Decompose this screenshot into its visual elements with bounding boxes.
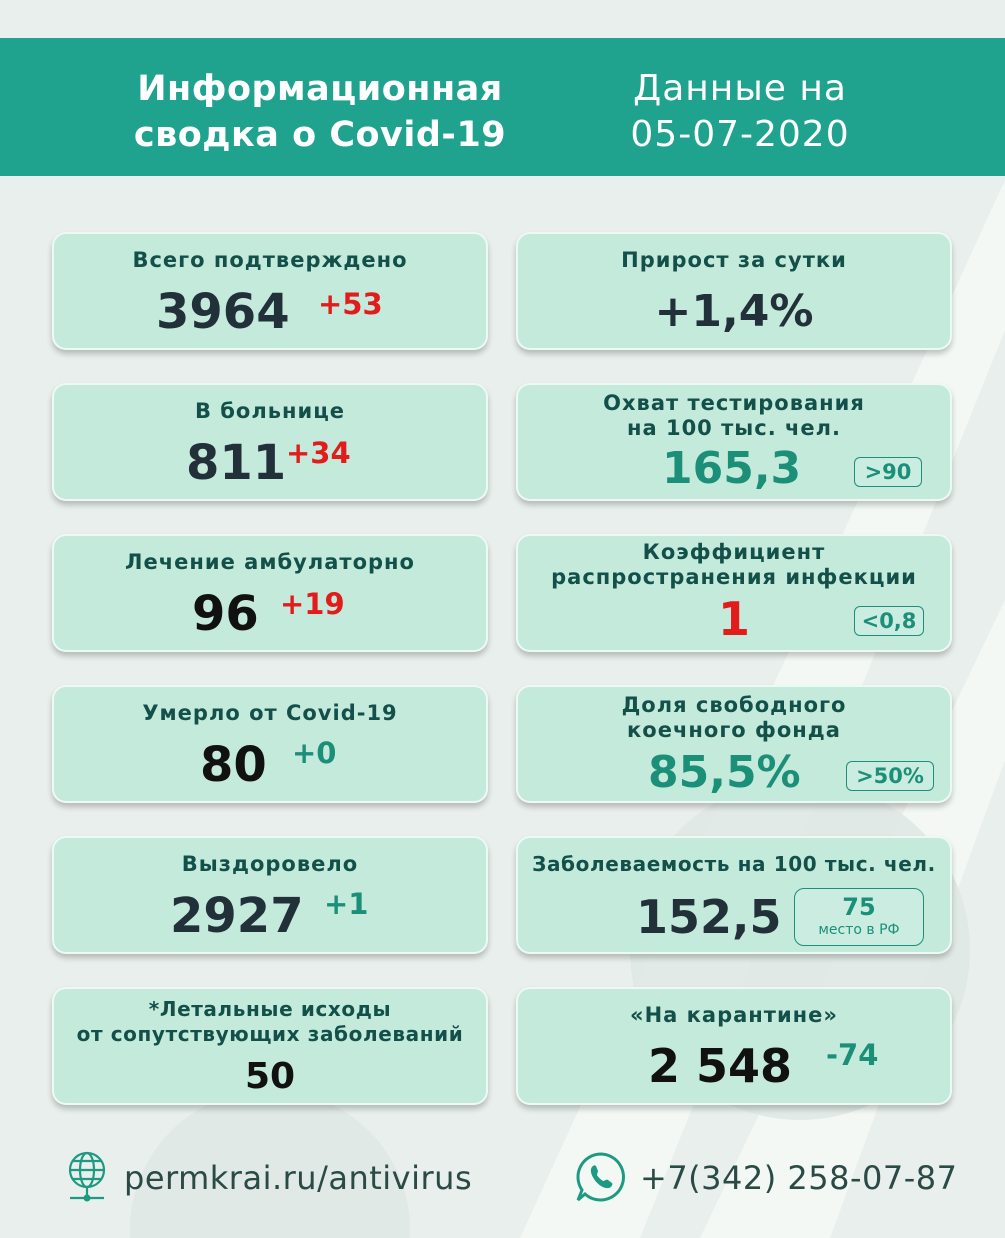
card-label: Выздоровело <box>181 852 359 876</box>
card-incidence <box>516 836 952 954</box>
card-label: Умерло от Covid-19 <box>142 701 398 725</box>
card-label: В больнице <box>194 399 346 423</box>
benchmark-badge: >90 <box>854 457 922 487</box>
date-caption: Данные на <box>633 68 847 109</box>
rank-value: 75 <box>842 893 876 921</box>
card-delta: +53 <box>318 287 383 321</box>
card-label-line-1: Доля свободного <box>621 693 847 717</box>
whatsapp-phone-icon <box>574 1150 628 1208</box>
card-value: 2927 <box>170 888 304 944</box>
card-label-line-2: от сопутствующих заболеваний <box>76 1022 464 1046</box>
card-value: 80 <box>200 737 267 793</box>
card-comorbid-deaths <box>52 987 488 1105</box>
card-label: «На карантине» <box>630 1003 838 1027</box>
card-value: 1 <box>717 592 750 646</box>
card-label-line-2: на 100 тыс. чел. <box>626 416 842 440</box>
card-label: Всего подтверждено <box>132 248 408 272</box>
card-delta: +1 <box>324 887 369 921</box>
card-outpatient <box>52 534 488 652</box>
title-line-1: Информационная <box>137 69 503 109</box>
card-value: 96 <box>192 586 259 642</box>
card-value: 3964 <box>156 284 290 340</box>
website-link[interactable]: permkrai.ru/antivirus <box>124 1159 473 1197</box>
page-title <box>110 66 530 158</box>
card-delta: +34 <box>286 436 351 470</box>
card-value: 152,5 <box>636 890 782 944</box>
card-delta: +19 <box>280 587 345 621</box>
card-hospital <box>52 383 488 501</box>
report-date <box>600 66 880 158</box>
card-growth <box>516 232 952 350</box>
card-quarantine <box>516 987 952 1105</box>
title-line-2: сводка о Covid-19 <box>133 115 507 155</box>
card-label: Лечение амбулаторно <box>125 550 415 574</box>
card-value: 2 548 <box>648 1039 793 1093</box>
card-value: 85,5% <box>648 747 801 798</box>
card-free-beds <box>516 685 952 803</box>
card-testing <box>516 383 952 501</box>
card-value: 811 <box>186 435 287 491</box>
card-value: +1,4% <box>654 286 814 337</box>
card-label: Заболеваемость на 100 тыс. чел. <box>532 852 936 876</box>
benchmark-badge: >50% <box>846 761 934 791</box>
header-banner <box>0 38 1005 176</box>
card-delta: -74 <box>826 1038 879 1072</box>
card-value: 50 <box>244 1056 296 1097</box>
globe-icon <box>66 1150 108 1208</box>
card-r-coefficient <box>516 534 952 652</box>
benchmark-badge: <0,8 <box>854 606 924 636</box>
card-delta: +0 <box>292 736 337 770</box>
card-deaths <box>52 685 488 803</box>
card-confirmed <box>52 232 488 350</box>
card-value: 165,3 <box>662 443 802 494</box>
card-label-line-1: Коэффициент <box>642 540 826 564</box>
card-label-line-2: распространения инфекции <box>551 565 917 589</box>
card-recovered <box>52 836 488 954</box>
card-label-line-2: коечного фонда <box>627 718 841 742</box>
date-value: 05-07-2020 <box>630 114 850 155</box>
rank-caption: место в РФ <box>818 922 900 938</box>
card-label-line-1: *Летальные исходы <box>148 997 392 1021</box>
rank-badge <box>794 888 924 946</box>
phone-number[interactable]: +7(342) 258-07-87 <box>640 1159 958 1197</box>
card-label-line-1: Охват тестирования <box>603 391 865 415</box>
card-label: Прирост за сутки <box>621 248 847 272</box>
